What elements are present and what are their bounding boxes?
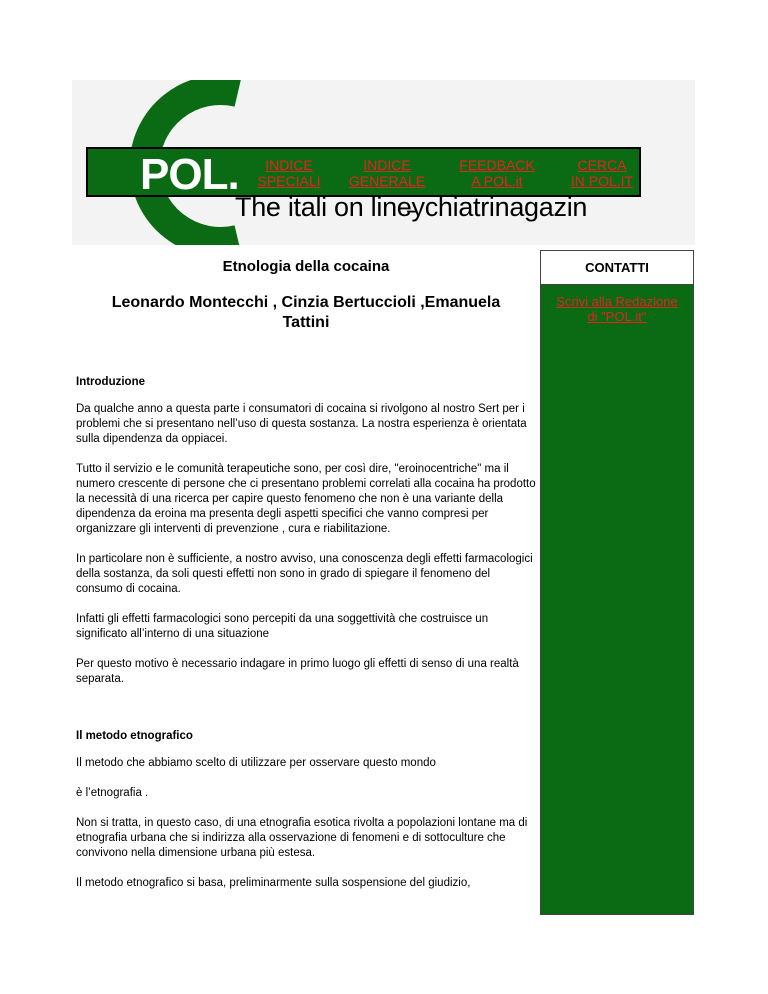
article: [76, 258, 536, 891]
paragraph: Per questo motivo è necessario indagare in primo luogo gli effetti di senso di una realtà separata.: [76, 658, 519, 685]
nav-cerca[interactable]: CERCA IN POL.IT: [570, 157, 634, 189]
paragraph: Il metodo che abbiamo scelto di utilizzare per osservare questo mondo: [76, 757, 436, 769]
nav-feedback[interactable]: FEEDBACK A POL.it: [459, 157, 535, 189]
article-authors: Leonardo Montecchi , Cinzia Bertuccioli ,Emanuela Tattini: [111, 294, 501, 331]
write-editors-link[interactable]: Scrivi alla Redazione di "POL.it": [556, 294, 678, 324]
section-heading: Il metodo etnografico: [76, 730, 193, 742]
section-heading: Introduzione: [76, 376, 145, 388]
nav-indice-speciali[interactable]: INDICE SPECIALI: [257, 157, 321, 189]
paragraph: è l’etnografia .: [76, 787, 149, 799]
site-tagline: The itali on line̵ychiatrinagazin: [235, 192, 588, 222]
paragraph: Infatti gli effetti farmacologici sono percepiti da una soggettività che costruisce un significato all’interno di una situazione: [76, 613, 489, 640]
contacts-sidebar: [540, 250, 694, 915]
sidebar-heading: CONTATTI: [541, 251, 693, 285]
site-banner: [72, 80, 695, 245]
paragraph: Tutto il servizio e le comunità terapeutiche sono, per così dire, "eroinocentriche" ma il numero crescente di persone che ci presentano problemi correlati alla cocaina ha prodotto la necessità di una ricerca per capire questo fenomeno che non è una variante della dipendenza da eroina ma presenta degli aspetti specifici che vanno compresi per organizzare gli interventi di prevenzione , cura e riabilitazione.: [76, 463, 536, 535]
paragraph: Non si tratta, in questo caso, di una etnografia esotica rivolta a popolazioni lontane ma di etnografia urbana che si indirizza alla osservazione di fenomeni e di sottoculture che convivono nella dimensione urbana più estesa.: [76, 817, 528, 859]
paragraph: In particolare non è sufficiente, a nostro avviso, una conoscenza degli effetti farmacologici della sostanza, da soli questi effetti non sono in grado di spiegare il fenomeno del consumo di cocaina.: [76, 553, 533, 595]
logo-text: POL.: [140, 150, 239, 199]
paragraph: Da qualche anno a questa parte i consumatori di cocaina si rivolgono al nostro Sert per i problemi che si presentano nell’uso di questa sostanza. La nostra esperienza è orientata sulla dipendenza da oppiacei.: [76, 403, 527, 445]
nav-indice-generale[interactable]: INDICE GENERALE: [348, 157, 426, 189]
article-title: Etnologia della cocaina: [222, 258, 390, 275]
paragraph: Il metodo etnografico si basa, preliminarmente sulla sospensione del giudizio,: [76, 877, 471, 889]
